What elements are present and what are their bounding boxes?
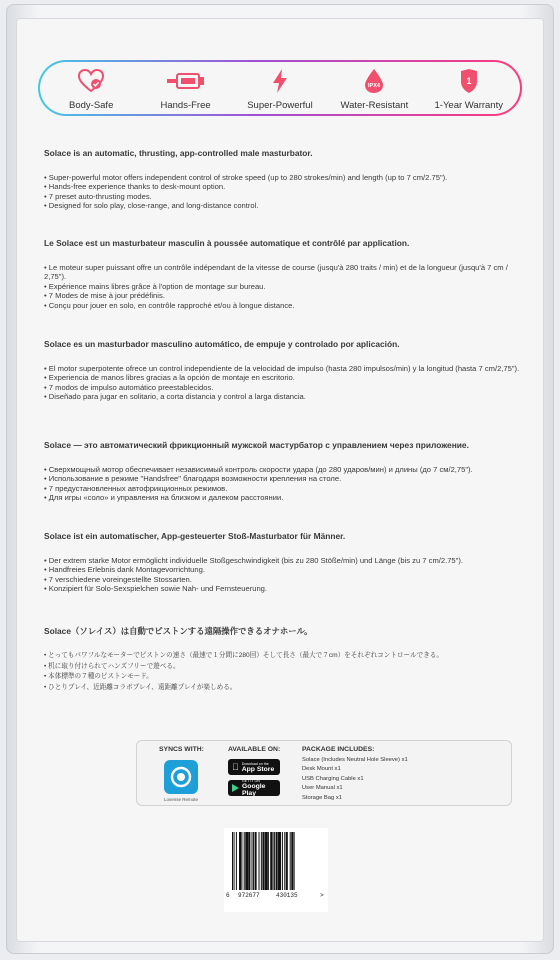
barcode-first-digit: 6 — [226, 892, 230, 899]
app-store-text: App Store — [235, 765, 268, 773]
bullet-item: • Hands-free experience thanks to desk-mount option. — [44, 182, 530, 191]
google-play-badge[interactable] — [228, 780, 280, 796]
feature-label: Hands-Free — [160, 100, 211, 111]
barcode-bar — [259, 832, 260, 890]
bullet-item: • Konzipiert für Solo-Sexspielchen sowie Nah- und Fernsteuerung. — [44, 584, 530, 593]
package-list — [302, 756, 408, 803]
bullet-item: • 7 Modes de mise à jour prédéfinis. — [44, 291, 530, 300]
section-title: Le Solace est un masturbateur masculin à poussée automatique et contrôlé par application. — [44, 238, 410, 248]
bullet-item: • Conçu pour jouer en solo, en contrôle rapproché et/ou à longue distance. — [44, 301, 530, 310]
google-play-icon — [232, 784, 239, 792]
hands-free-device-icon — [140, 68, 232, 94]
bullet-item: • Diseñado para jugar en solitario, a corta distancia y control a larga distancia. — [44, 392, 530, 401]
syncs-with-label: SYNCS WITH: — [159, 746, 204, 753]
google-play-text: Google Play — [242, 783, 266, 797]
barcode-bar — [274, 832, 275, 890]
bullet-list — [44, 556, 530, 594]
barcode-bar — [286, 832, 288, 890]
package-includes-label: PACKAGE INCLUDES: — [302, 746, 375, 753]
bullet-item: • Для игры «соло» и управления на близком и далеком расстоянии. — [44, 493, 530, 502]
bullet-item: • Сверхмощный мотор обеспечивает независимый контроль скорости удара (до 280 ударов/мин) и длины (до 7 см/2,75"). — [44, 465, 530, 474]
barcode-bar — [294, 832, 295, 890]
package-item: Desk Mount x1 — [302, 766, 341, 773]
section-russian — [44, 440, 530, 503]
barcode-bar — [261, 832, 262, 890]
bullet-list — [44, 651, 530, 693]
bullet-item: • Handfreies Erlebnis dank Montagevorrichtung. — [44, 565, 530, 574]
bullet-list — [44, 364, 530, 402]
barcode-bar — [262, 832, 264, 890]
app-store-small-text: Download on the — [235, 761, 262, 766]
warranty-badge-text: 1 — [466, 76, 472, 86]
section-title: Solace（ソレイス）は自動でピストンする遠隔操作できるオナホール。 — [44, 626, 313, 636]
feature-body-safe — [45, 62, 137, 111]
barcode-end-mark: > — [320, 892, 324, 899]
feature-water-resistant — [328, 62, 420, 111]
barcode — [224, 828, 328, 912]
barcode-bar — [241, 832, 242, 890]
section-japanese — [44, 626, 530, 693]
bullet-item: • 7 modos de impulso automático preestablecidos. — [44, 383, 530, 392]
bullet-item: • 本体標準の７種のピストンモード。 — [44, 672, 530, 683]
barcode-bar — [270, 832, 272, 890]
google-play-small-text: GET IT ON — [242, 779, 260, 783]
bullet-list — [44, 173, 530, 211]
package-item: USB Charging Cable x1 — [302, 775, 364, 782]
section-title: Solace ist ein automatischer, App-gesteuerter Stoß-Masturbator für Männer. — [44, 531, 346, 541]
barcode-bar — [253, 832, 254, 890]
section-spanish — [44, 339, 530, 402]
bullet-item: • とってもパワフルなモーターでピストンの速さ（最速で１分間に280回）そして長さ（最大で７cm）をそれぞれコントロールできる。 — [44, 651, 530, 662]
barcode-bar — [284, 832, 285, 890]
barcode-bar — [239, 832, 241, 890]
section-title: Solace es un masturbador masculino automático, de empuje y controlado por aplicación. — [44, 339, 400, 349]
bullet-item: • Использование в режиме "Handsfree" благодаря возможности крепления на столе. — [44, 474, 530, 483]
barcode-bar — [232, 832, 233, 890]
bullet-item: • Designed for solo play, close-range, and long-distance control. — [44, 201, 530, 210]
section-title: Solace is an automatic, thrusting, app-controlled male masturbator. — [44, 148, 313, 158]
warranty-badge-icon — [423, 68, 515, 94]
barcode-bar — [268, 832, 269, 890]
bullet-item: • Le moteur super puissant offre un contrôle indépendant de la vitesse de course (jusqu'à 280 traits / min) et de la longueur (jusqu'à 7 cm / 2,75"). — [44, 263, 530, 282]
section-title: Solace — это автоматический фрикционный мужской мастурбатор с управлением через приложение. — [44, 440, 469, 450]
barcode-bar — [252, 832, 253, 890]
available-on-label: AVAILABLE ON: — [228, 746, 281, 753]
package-item: Solace (Includes Neutral Hole Sleeve) x1 — [302, 757, 408, 763]
lovense-remote-app-icon — [164, 760, 198, 794]
bullet-list — [44, 263, 530, 310]
sync-app-name: Lovense Remote — [163, 797, 199, 802]
bullet-item: • ひとりプレイ、近距離コラボプレイ、遠距離プレイが楽しめる。 — [44, 683, 530, 694]
barcode-bar — [282, 832, 283, 890]
barcode-bar — [265, 832, 268, 890]
section-german — [44, 531, 530, 594]
feature-super-powerful — [234, 62, 326, 111]
barcode-bar — [244, 832, 245, 890]
section-english — [44, 148, 530, 211]
barcode-bar — [276, 832, 278, 890]
barcode-group-1: 972677 — [238, 892, 260, 899]
bullet-item: • Experiencia de manos libres gracias a la opción de montaje en escritorio. — [44, 373, 530, 382]
barcode-bar — [248, 832, 250, 890]
bullet-item: • 机に取り付けられてハンズフリーで遊べる。 — [44, 662, 530, 673]
barcode-bar — [278, 832, 281, 890]
feature-strip — [38, 60, 522, 116]
lightning-bolt-icon — [234, 68, 326, 94]
feature-warranty — [423, 62, 515, 111]
barcode-bar — [291, 832, 293, 890]
barcode-bar — [290, 832, 291, 890]
feature-label: Body-Safe — [69, 100, 114, 111]
section-french — [44, 238, 530, 310]
barcode-bar — [273, 832, 274, 890]
feature-label: 1-Year Warranty — [434, 100, 503, 111]
apple-icon — [232, 762, 239, 772]
feature-label: Super-Powerful — [247, 100, 313, 111]
ipx-badge-text: IPX4 — [368, 83, 381, 89]
bullet-item: • 7 предустановленных автофрикционных режимов. — [44, 484, 530, 493]
bullet-item: • 7 preset auto-thrusting modes. — [44, 192, 530, 201]
heart-shield-icon — [45, 68, 137, 94]
feature-label: Water-Resistant — [340, 100, 409, 111]
barcode-bar — [255, 832, 257, 890]
barcode-bars — [232, 832, 320, 890]
bullet-item: • Super-powerful motor offers independent control of stroke speed (up to 280 strokes/min) and length (up to 7 cm/2.75"). — [44, 173, 530, 182]
app-store-badge[interactable] — [228, 759, 280, 775]
package-item: Storage Bag x1 — [302, 794, 342, 801]
barcode-bar — [236, 832, 237, 890]
barcode-group-2: 430135 — [276, 892, 298, 899]
water-drop-icon — [328, 68, 420, 94]
bullet-list — [44, 465, 530, 503]
bullet-item: • El motor superpotente ofrece un control independiente de la velocidad de impulso (hasta 280 impulsos/min) y la longitud (hasta 7 cm/2,75"). — [44, 364, 530, 373]
bullet-item: • Expérience mains libres grâce à l'option de montage sur bureau. — [44, 282, 530, 291]
bullet-item: • Der extrem starke Motor ermöglicht individuelle Stoßgeschwindigkeit (bis zu 280 Stöße/min) und Länge (bis zu 7 cm/2.75"). — [44, 556, 530, 565]
barcode-bar — [234, 832, 235, 890]
bullet-item: • 7 verschiedene voreingestellte Stossarten. — [44, 575, 530, 584]
package-item: User Manual x1 — [302, 785, 343, 792]
barcode-bar — [245, 832, 248, 890]
feature-hands-free — [140, 62, 232, 111]
